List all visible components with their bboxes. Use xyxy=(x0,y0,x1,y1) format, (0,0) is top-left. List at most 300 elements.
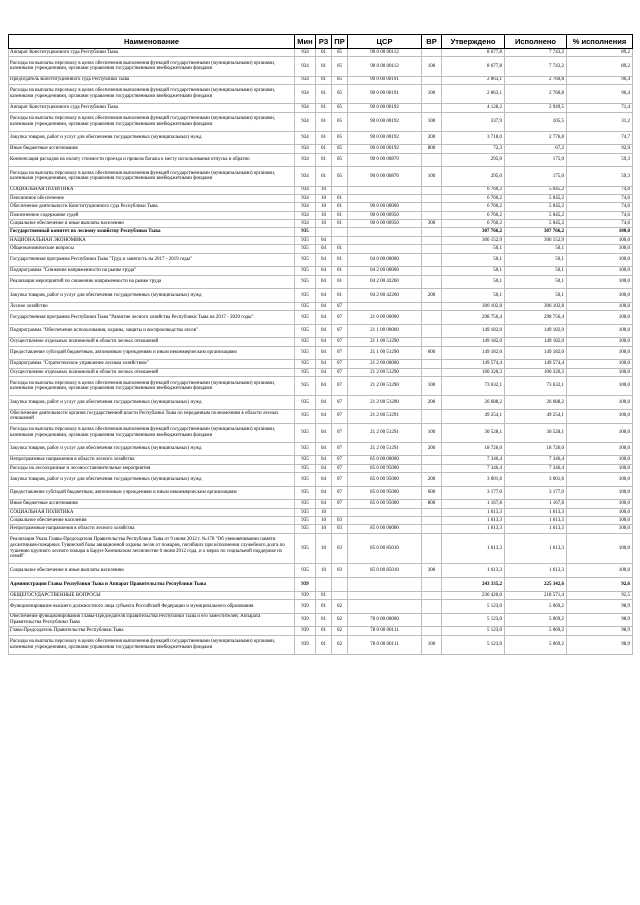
row-vr xyxy=(422,311,442,325)
row-name: Подпрограмма "Снижение напряженности на рынке труда" xyxy=(9,267,295,275)
row-vr xyxy=(422,275,442,289)
row-pct: 100,0 xyxy=(567,311,633,325)
row-pr: 07 xyxy=(332,377,348,396)
row-done: 7 346,4 xyxy=(505,456,567,464)
row-vr: 200 xyxy=(422,473,442,487)
table-row xyxy=(9,578,633,592)
row-vr xyxy=(422,613,442,627)
table-row xyxy=(9,508,633,516)
row-pct: 100,0 xyxy=(567,368,633,376)
row-done: 5 069,2 xyxy=(505,635,567,654)
row-min: 934 xyxy=(295,57,316,76)
row-min: 939 xyxy=(295,627,316,635)
table-row xyxy=(9,464,633,472)
row-csr: 85 0 00 00000 xyxy=(348,456,422,464)
table-row xyxy=(9,311,633,325)
row-name: Общеэкономические вопросы xyxy=(9,245,295,253)
row-name: Пенсионное обеспечение xyxy=(9,194,295,202)
row-approved: 6 760,2 xyxy=(442,203,505,211)
row-min: 935 xyxy=(295,508,316,516)
row-pct: 74,6 xyxy=(567,186,633,194)
row-csr xyxy=(348,245,422,253)
row-pr: 07 xyxy=(332,360,348,368)
row-pr: 07 xyxy=(332,368,348,376)
row-done: 7 743,2 xyxy=(505,49,567,57)
row-name: Закупка товаров, работ и услуг для обеспечения государственных (муниципальных) нужд xyxy=(9,396,295,410)
table-row xyxy=(9,167,633,186)
row-done: 2 949,5 xyxy=(505,104,567,112)
row-pct: 100,0 xyxy=(567,396,633,410)
row-name: Расходы на выплаты персоналу в целях обеспечения выполнения функций государственными (муниципальными) органами, казенными учреждениями, органами управления государственными внебюджетными фондами xyxy=(9,635,295,654)
row-name: Обеспечение функционирования Главы-Председателя Правительства Республики Тыва и его заместителей, Аппарата Правительства Республики Тыва xyxy=(9,613,295,627)
row-rz xyxy=(316,578,332,592)
row-pct: 74,6 xyxy=(567,211,633,219)
row-rz: 04 xyxy=(316,289,332,303)
row-approved: 295,0 xyxy=(442,167,505,186)
row-min: 934 xyxy=(295,186,316,194)
row-rz: 04 xyxy=(316,423,332,442)
row-rz: 01 xyxy=(316,112,332,131)
row-rz: 04 xyxy=(316,236,332,244)
row-vr xyxy=(422,360,442,368)
row-vr xyxy=(422,49,442,57)
row-name: Функционирование высшего должностного лица субъекта Российской Федерации и муниципального образования xyxy=(9,600,295,614)
row-csr xyxy=(348,186,422,194)
row-vr xyxy=(422,253,442,267)
row-rz: 01 xyxy=(316,635,332,654)
row-name: СОЦИАЛЬНАЯ ПОЛИТИКА xyxy=(9,508,295,516)
row-csr: 90 0 00 00192 xyxy=(348,112,422,131)
budget-report-sheet xyxy=(8,34,632,655)
row-name: Администрация Главы Республики Тыва и Аппарат Правительства Республики Тыва xyxy=(9,578,295,592)
row-pr: 07 xyxy=(332,473,348,487)
row-vr: 100 xyxy=(422,84,442,103)
row-done: 307 766,2 xyxy=(505,228,567,236)
row-rz: 04 xyxy=(316,456,332,464)
row-approved: 8 677,8 xyxy=(442,49,505,57)
row-done: 1 167,8 xyxy=(505,500,567,508)
table-row xyxy=(9,194,633,202)
row-csr: 85 0 00 95000 xyxy=(348,464,422,472)
row-pr xyxy=(332,186,348,194)
row-rz: 10 xyxy=(316,533,332,564)
table-row xyxy=(9,368,633,376)
row-min: 935 xyxy=(295,533,316,564)
row-approved: 149 182,0 xyxy=(442,324,505,338)
row-approved: 1 613,3 xyxy=(442,533,505,564)
row-pr: 01 xyxy=(332,267,348,275)
row-approved: 4 128,2 xyxy=(442,104,505,112)
table-row xyxy=(9,228,633,236)
row-pr: 02 xyxy=(332,627,348,635)
table-row xyxy=(9,275,633,289)
row-name: Государственная программа Республики Тыва "Развитие лесного хозяйства Республики Тыва на 2017 - 2020 годы" xyxy=(9,311,295,325)
row-vr xyxy=(422,338,442,346)
row-done: 218 571,4 xyxy=(505,591,567,599)
table-row xyxy=(9,211,633,219)
row-pr: 07 xyxy=(332,500,348,508)
table-row xyxy=(9,409,633,423)
row-rz: 01 xyxy=(316,153,332,167)
row-csr xyxy=(348,228,422,236)
table-row xyxy=(9,456,633,464)
table-row xyxy=(9,104,633,112)
row-done: 26 688,2 xyxy=(505,396,567,410)
row-pct: 31,2 xyxy=(567,112,633,131)
row-approved: 307 766,2 xyxy=(442,228,505,236)
row-csr: 04 0 00 00000 xyxy=(348,253,422,267)
row-approved: 6 760,2 xyxy=(442,194,505,202)
row-approved: 306 102,8 xyxy=(442,302,505,310)
table-row xyxy=(9,267,633,275)
table-row xyxy=(9,396,633,410)
row-csr: 90 0 00 00870 xyxy=(348,153,422,167)
row-rz: 01 xyxy=(316,49,332,57)
row-rz: 04 xyxy=(316,253,332,267)
row-name: Компенсация расходов на оплату стоимости проезда и провоза багажа к месту использования отпуска и обратно xyxy=(9,153,295,167)
row-name: Расходы на лесоохранные и лесовосстановительные мероприятия xyxy=(9,464,295,472)
row-pct: 100,0 xyxy=(567,302,633,310)
row-min: 935 xyxy=(295,275,316,289)
row-pr: 03 xyxy=(332,525,348,533)
row-done: 5 045,2 xyxy=(505,194,567,202)
row-name: Аппарат Конституционного суда Республики Тыва xyxy=(9,104,295,112)
row-pct: 100,0 xyxy=(567,456,633,464)
row-min: 935 xyxy=(295,423,316,442)
row-pr: 05 xyxy=(332,76,348,84)
row-approved: 30 528,1 xyxy=(442,423,505,442)
row-vr xyxy=(422,203,442,211)
row-done: 5 045,2 xyxy=(505,211,567,219)
row-min: 939 xyxy=(295,591,316,599)
row-rz: 10 xyxy=(316,186,332,194)
row-pct: 92,6 xyxy=(567,578,633,592)
row-pr: 05 xyxy=(332,104,348,112)
row-done: 50,1 xyxy=(505,245,567,253)
row-pr: 05 xyxy=(332,153,348,167)
row-done: 7 743,2 xyxy=(505,57,567,76)
row-approved: 1 613,3 xyxy=(442,517,505,525)
row-pr: 01 xyxy=(332,245,348,253)
row-done: 30 528,1 xyxy=(505,423,567,442)
row-name: ОБЩЕГОСУДАРСТВЕННЫЕ ВОПРОСЫ xyxy=(9,591,295,599)
row-name: Закупка товаров, работ и услуг для обеспечения государственных (муниципальных) нужд xyxy=(9,442,295,456)
row-pct: 100,0 xyxy=(567,500,633,508)
row-name: Социальное обеспечение и иные выплаты населению xyxy=(9,564,295,578)
row-approved: 306 152,9 xyxy=(442,236,505,244)
row-csr xyxy=(348,591,422,599)
col-header-vr: ВР xyxy=(422,35,442,49)
row-rz: 01 xyxy=(316,76,332,84)
col-header-approved: Утверждено xyxy=(442,35,505,49)
row-pct: 100,0 xyxy=(567,564,633,578)
row-done: 2 776,8 xyxy=(505,131,567,145)
row-rz: 01 xyxy=(316,591,332,599)
row-approved: 3 718,0 xyxy=(442,131,505,145)
row-approved: 50,1 xyxy=(442,267,505,275)
row-name: Расходы на выплаты персоналу в целях обеспечения выполнения функций государственными (муниципальными) органами, казенными учреждениями, органами управления государственными внебюджетными фондами xyxy=(9,112,295,131)
row-csr: 04 2 00 00000 xyxy=(348,267,422,275)
row-pct: 100,0 xyxy=(567,486,633,500)
row-min: 935 xyxy=(295,236,316,244)
row-pr: 07 xyxy=(332,311,348,325)
table-row xyxy=(9,442,633,456)
row-vr: 300 xyxy=(422,564,442,578)
row-vr xyxy=(422,76,442,84)
row-name: Обеспечение деятельности Конституционного суда Республики Тыва xyxy=(9,203,295,211)
row-min: 939 xyxy=(295,578,316,592)
row-pr xyxy=(332,591,348,599)
row-rz: 10 xyxy=(316,508,332,516)
row-vr xyxy=(422,236,442,244)
row-csr xyxy=(348,236,422,244)
row-csr xyxy=(348,517,422,525)
row-rz: 10 xyxy=(316,525,332,533)
row-approved: 18 726,0 xyxy=(442,442,505,456)
row-min: 935 xyxy=(295,302,316,310)
row-pct: 100,0 xyxy=(567,289,633,303)
row-done: 100 320,3 xyxy=(505,368,567,376)
row-pr xyxy=(332,236,348,244)
row-rz: 01 xyxy=(316,600,332,614)
row-approved: 337,9 xyxy=(442,112,505,131)
row-pct: 59,3 xyxy=(567,153,633,167)
row-pr: 07 xyxy=(332,456,348,464)
row-rz: 04 xyxy=(316,302,332,310)
row-vr xyxy=(422,627,442,635)
row-min: 939 xyxy=(295,613,316,627)
row-approved: 100 320,3 xyxy=(442,368,505,376)
row-pct: 100,0 xyxy=(567,346,633,360)
row-vr xyxy=(422,153,442,167)
row-rz: 04 xyxy=(316,409,332,423)
row-pr: 05 xyxy=(332,131,348,145)
row-done: 67,2 xyxy=(505,145,567,153)
row-vr xyxy=(422,508,442,516)
row-done: 149 574,4 xyxy=(505,360,567,368)
budget-execution-table xyxy=(8,34,633,655)
row-rz: 01 xyxy=(316,104,332,112)
row-done: 5 069,2 xyxy=(505,613,567,627)
row-approved: 26 688,2 xyxy=(442,396,505,410)
row-csr: 21 2 00 51291 xyxy=(348,409,422,423)
row-pr: 05 xyxy=(332,84,348,103)
row-pr xyxy=(332,578,348,592)
row-csr: 85 0 00 00000 xyxy=(348,525,422,533)
row-done: 2 760,8 xyxy=(505,84,567,103)
row-done: 149 182,0 xyxy=(505,338,567,346)
row-done: 3 001,6 xyxy=(505,473,567,487)
row-pr xyxy=(332,508,348,516)
table-row xyxy=(9,76,633,84)
row-vr xyxy=(422,104,442,112)
row-done: 225 342,6 xyxy=(505,578,567,592)
row-vr xyxy=(422,464,442,472)
row-name: Расходы на выплаты персоналу в целях обеспечения выполнения функций государственными (муниципальными) органами, казенными учреждениями, органами управления государственными внебюджетными фондами xyxy=(9,377,295,396)
row-vr: 100 xyxy=(422,112,442,131)
table-row xyxy=(9,533,633,564)
row-approved: 3 177,0 xyxy=(442,486,505,500)
row-csr: 90 0 00 00192 xyxy=(348,104,422,112)
row-pct: 96,4 xyxy=(567,76,633,84)
row-min: 935 xyxy=(295,324,316,338)
row-min: 934 xyxy=(295,76,316,84)
table-row xyxy=(9,600,633,614)
row-name: Непрограммные направления в области лесного хозяйства xyxy=(9,525,295,533)
row-vr xyxy=(422,324,442,338)
row-csr: 90 0 00 00192 xyxy=(348,131,422,145)
row-done: 298 756,4 xyxy=(505,311,567,325)
row-csr: 78 0 00 00000 xyxy=(348,613,422,627)
row-csr: 90 0 00 00191 xyxy=(348,76,422,84)
row-rz: 10 xyxy=(316,203,332,211)
row-pct: 100,0 xyxy=(567,517,633,525)
row-csr: 04 2 00 42260 xyxy=(348,289,422,303)
table-row xyxy=(9,338,633,346)
row-min: 934 xyxy=(295,220,316,228)
row-min: 935 xyxy=(295,346,316,360)
row-csr: 90 0 00 00950 xyxy=(348,211,422,219)
row-min: 935 xyxy=(295,253,316,267)
row-done: 175,0 xyxy=(505,153,567,167)
row-vr: 600 xyxy=(422,346,442,360)
row-min: 939 xyxy=(295,600,316,614)
row-min: 935 xyxy=(295,368,316,376)
row-pr: 05 xyxy=(332,112,348,131)
row-name: Закупка товаров, работ и услуг для обеспечения государственных (муниципальных) нужд xyxy=(9,131,295,145)
row-min: 935 xyxy=(295,525,316,533)
row-pct: 100,0 xyxy=(567,473,633,487)
row-name: НАЦИОНАЛЬНАЯ ЭКОНОМИКА xyxy=(9,236,295,244)
row-csr: 04 2 00 42260 xyxy=(348,275,422,289)
row-done: 1 613,3 xyxy=(505,533,567,564)
row-rz: 04 xyxy=(316,486,332,500)
row-csr: 85 0 00 95000 xyxy=(348,486,422,500)
row-pr: 03 xyxy=(332,517,348,525)
row-name: Обеспечение деятельности органов государственной власти Республики Тыва по переданным полномочиям в области лесных отношений xyxy=(9,409,295,423)
row-done: 306 102,8 xyxy=(505,302,567,310)
row-pr: 07 xyxy=(332,396,348,410)
row-name: Закупка товаров, работ и услуг для обеспечения государственных (муниципальных) нужд xyxy=(9,289,295,303)
row-pr: 02 xyxy=(332,613,348,627)
table-row xyxy=(9,84,633,103)
row-pr: 07 xyxy=(332,346,348,360)
row-done: 50,1 xyxy=(505,289,567,303)
table-row xyxy=(9,236,633,244)
row-name: Закупка товаров, работ и услуг для обеспечения государственных (муниципальных) нужд xyxy=(9,473,295,487)
row-min: 934 xyxy=(295,104,316,112)
row-pct: 74,6 xyxy=(567,194,633,202)
row-pr: 07 xyxy=(332,409,348,423)
row-pct: 98,9 xyxy=(567,613,633,627)
row-csr xyxy=(348,600,422,614)
row-pct: 71,4 xyxy=(567,104,633,112)
row-rz: 04 xyxy=(316,473,332,487)
row-done: 5 069,2 xyxy=(505,600,567,614)
col-header-pct: % исполнения xyxy=(567,35,633,49)
row-approved: 72,3 xyxy=(442,145,505,153)
row-name: Предоставление субсидий бюджетным, автономным учреждениям и иным некоммерческим организациям xyxy=(9,346,295,360)
row-pct: 100,0 xyxy=(567,253,633,267)
row-pct: 74,6 xyxy=(567,203,633,211)
row-vr xyxy=(422,517,442,525)
row-csr: 90 0 00 00112 xyxy=(348,49,422,57)
row-done: 1 613,3 xyxy=(505,525,567,533)
row-rz: 04 xyxy=(316,360,332,368)
row-pct: 74,6 xyxy=(567,220,633,228)
row-min: 935 xyxy=(295,289,316,303)
table-row xyxy=(9,613,633,627)
row-vr: 600 xyxy=(422,486,442,500)
row-pr: 05 xyxy=(332,145,348,153)
row-done: 149 182,0 xyxy=(505,324,567,338)
row-rz: 04 xyxy=(316,324,332,338)
row-csr: 85 0 00 95000 xyxy=(348,500,422,508)
row-pct: 100,0 xyxy=(567,409,633,423)
row-done: 7 346,4 xyxy=(505,464,567,472)
row-name: Пожизненное содержание судей xyxy=(9,211,295,219)
row-done: 5 045,2 xyxy=(505,220,567,228)
row-csr: 85 0 00 95000 xyxy=(348,473,422,487)
row-min: 934 xyxy=(295,153,316,167)
row-vr: 100 xyxy=(422,167,442,186)
row-name: Осуществление отдельных полномочий в области лесных отношений xyxy=(9,338,295,346)
row-csr xyxy=(348,194,422,202)
row-pr: 07 xyxy=(332,423,348,442)
row-approved: 149 182,0 xyxy=(442,338,505,346)
row-name: Государственная программа Республики Тыва "Труд и занятость на 2017 - 2019 годы" xyxy=(9,253,295,267)
row-pr: 01 xyxy=(332,203,348,211)
table-row xyxy=(9,49,633,57)
row-approved: 8 677,8 xyxy=(442,57,505,76)
table-row xyxy=(9,486,633,500)
row-pct: 100,0 xyxy=(567,275,633,289)
table-row xyxy=(9,500,633,508)
table-row xyxy=(9,289,633,303)
row-rz: 04 xyxy=(316,442,332,456)
row-name: Расходы на выплаты персоналу в целях обеспечения выполнения функций государственными (муниципальными) органами, казенными учреждениями, органами управления государственными внебюджетными фондами xyxy=(9,57,295,76)
row-min: 935 xyxy=(295,245,316,253)
row-vr xyxy=(422,600,442,614)
row-csr xyxy=(348,508,422,516)
row-csr: 78 0 00 00111 xyxy=(348,635,422,654)
row-name: Реализация Указа Главы-Председателя Правительства Республики Тыва от 9 июня 2012 г. №178 "Об увековечивании памяти десантников-пожарных Тувинской базы авиационной охраны лесов от пожаров, погибших при исполнении служебного долга по тушению крупного лесного пожара в Барун-Хемчикском лесничестве 6 июня 2012 года, и о мерах по социальной поддержке их семей" xyxy=(9,533,295,564)
row-min: 934 xyxy=(295,145,316,153)
row-vr: 100 xyxy=(422,57,442,76)
row-name: Социальное обеспечение и иные выплаты населению xyxy=(9,220,295,228)
table-row xyxy=(9,360,633,368)
table-row xyxy=(9,131,633,145)
row-csr: 90 0 00 00191 xyxy=(348,84,422,103)
row-name: Подпрограмма "Стратегическое управление лесным хозяйством" xyxy=(9,360,295,368)
row-approved: 50,1 xyxy=(442,253,505,267)
row-rz: 04 xyxy=(316,464,332,472)
row-approved: 5 123,0 xyxy=(442,627,505,635)
row-approved: 149 182,0 xyxy=(442,346,505,360)
row-min: 935 xyxy=(295,311,316,325)
row-min: 935 xyxy=(295,377,316,396)
row-rz: 01 xyxy=(316,167,332,186)
row-name: Расходы на выплаты персоналу в целях обеспечения выполнения функций государственными (муниципальными) органами, казенными учреждениями, органами управления государственными внебюджетными фондами xyxy=(9,167,295,186)
row-done: 175,0 xyxy=(505,167,567,186)
row-pct: 100,0 xyxy=(567,236,633,244)
row-name: Глава-Председатель Правительства Республики Тыва xyxy=(9,627,295,635)
row-pct: 100,0 xyxy=(567,442,633,456)
row-pct: 100,0 xyxy=(567,508,633,516)
row-csr: 21 2 00 51290 xyxy=(348,368,422,376)
row-vr xyxy=(422,456,442,464)
row-done: 73 632,1 xyxy=(505,377,567,396)
